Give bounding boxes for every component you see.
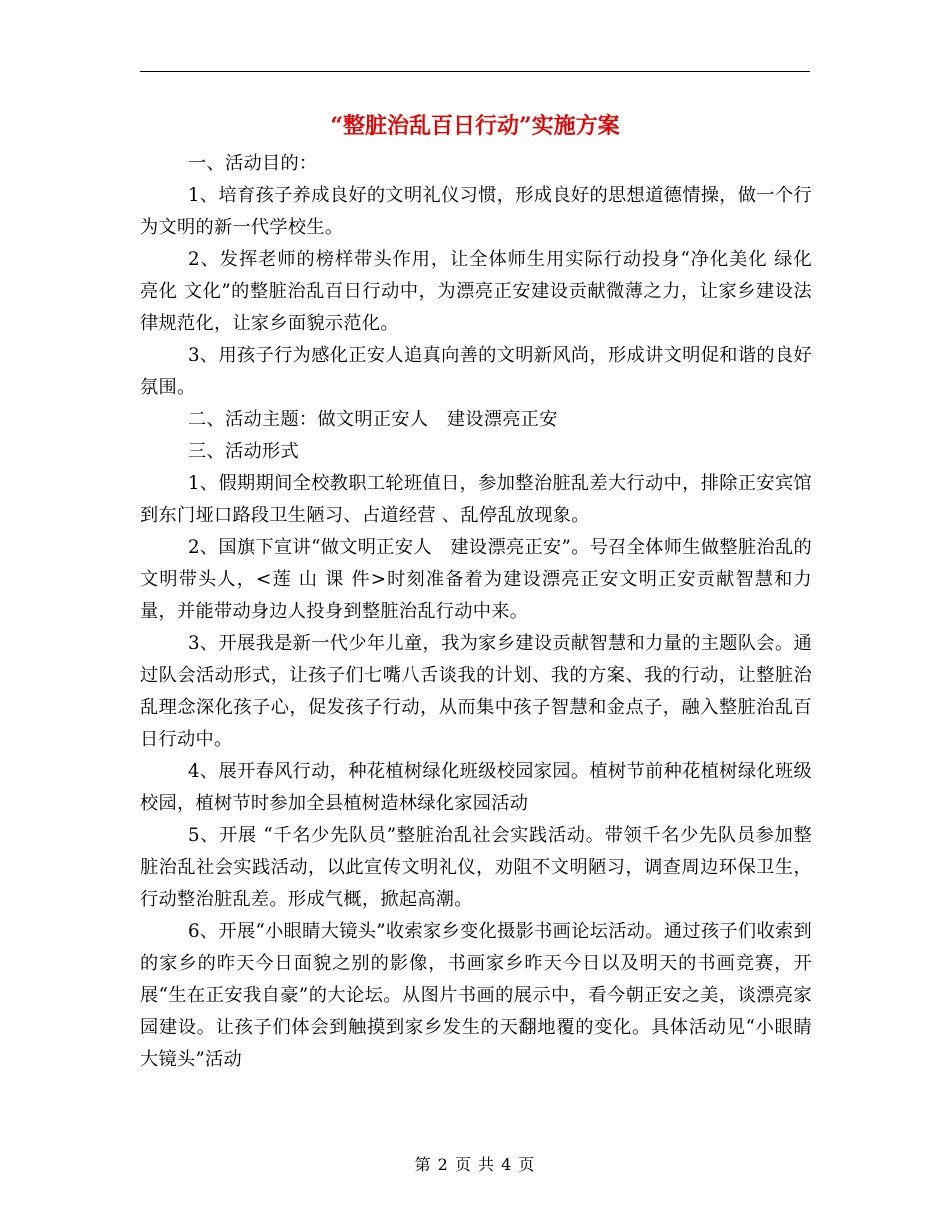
paragraph-purpose-2: 2、发挥老师的榜样带头作用，让全体师生用实际行动投身“净化美化 绿化 亮化 文化”的整脏治乱百日行动中，为漂亮正安建设贡献微薄之力，让家乡建设法律规范化，让家乡面貌示范化。 bbox=[140, 249, 812, 334]
paragraph-form-3: 3、开展我是新一代少年儿童，我为家乡建设贡献智慧和力量的主题队会。通过队会活动形式，让孩子们七嘴八舌谈我的计划、我的方案、我的行动，让整脏治乱理念深化孩子心，促发孩子行动，从而集中孩子智慧和金点子，融入整脏治乱百日行动中。 bbox=[140, 633, 812, 750]
paragraph-form-2: 2、国旗下宣讲“做文明正安人 建设漂亮正安”。号召全体师生做整脏治乱的文明带头人，<莲 山 课 件>时刻准备着为建设漂亮正安文明正安贡献智慧和力量，并能带动身边人投身到整脏治乱行动中来。 bbox=[140, 537, 812, 622]
document-body bbox=[140, 148, 812, 1076]
paragraph-purpose-3: 3、用孩子行为感化正安人追真向善的文明新风尚，形成讲文明促和谐的良好氛围。 bbox=[140, 345, 812, 398]
paragraph-form-5: 5、开展 “千名少先队员”整脏治乱社会实践活动。带领千名少先队员参加整脏治乱社会实践活动，以此宣传文明礼仪，劝阻不文明陋习，调查周边环保卫生，行动整治脏乱差。形成气概，掀起高潮。 bbox=[140, 825, 812, 910]
paragraph-form-6: 6、开展“小眼睛大镜头”收索家乡变化摄影书画论坛活动。通过孩子们收索到的家乡的昨天今日面貌之别的影像，书画家乡昨天今日以及明天的书画竞赛，开展“生在正安我自豪”的大论坛。从图片书画的展示中，看今朝正安之美，谈漂亮家园建设。让孩子们体会到触摸到家乡发生的天翻地覆的变化。具体活动见“小眼睛大镜头”活动 bbox=[140, 921, 812, 1070]
paragraph-section-theme: 二、活动主题：做文明正安人 建设漂亮正安 bbox=[188, 409, 558, 430]
header-rule bbox=[140, 71, 810, 72]
page-number-footer: 第 2 页 共 4 页 bbox=[414, 1155, 536, 1174]
paragraph-form-4: 4、展开春风行动，种花植树绿化班级校园家园。植树节前种花植树绿化班级校园，植树节时参加全县植树造林绿化家园活动 bbox=[140, 761, 812, 814]
paragraph-purpose-1: 1、培育孩子养成良好的文明礼仪习惯，形成良好的思想道德情操，做一个行为文明的新一代学校生。 bbox=[140, 185, 812, 238]
paragraph-section-forms: 三、活动形式 bbox=[188, 441, 299, 462]
paragraph-form-1: 1、假期期间全校教职工轮班值日，参加整治脏乱差大行动中，排除正安宾馆到东门垭口路段卫生陋习、占道经营 、乱停乱放现象。 bbox=[140, 473, 812, 526]
document-title: “整脏治乱百日行动”实施方案 bbox=[330, 113, 620, 139]
paragraph-section-purpose: 一、活动目的： bbox=[188, 153, 318, 174]
